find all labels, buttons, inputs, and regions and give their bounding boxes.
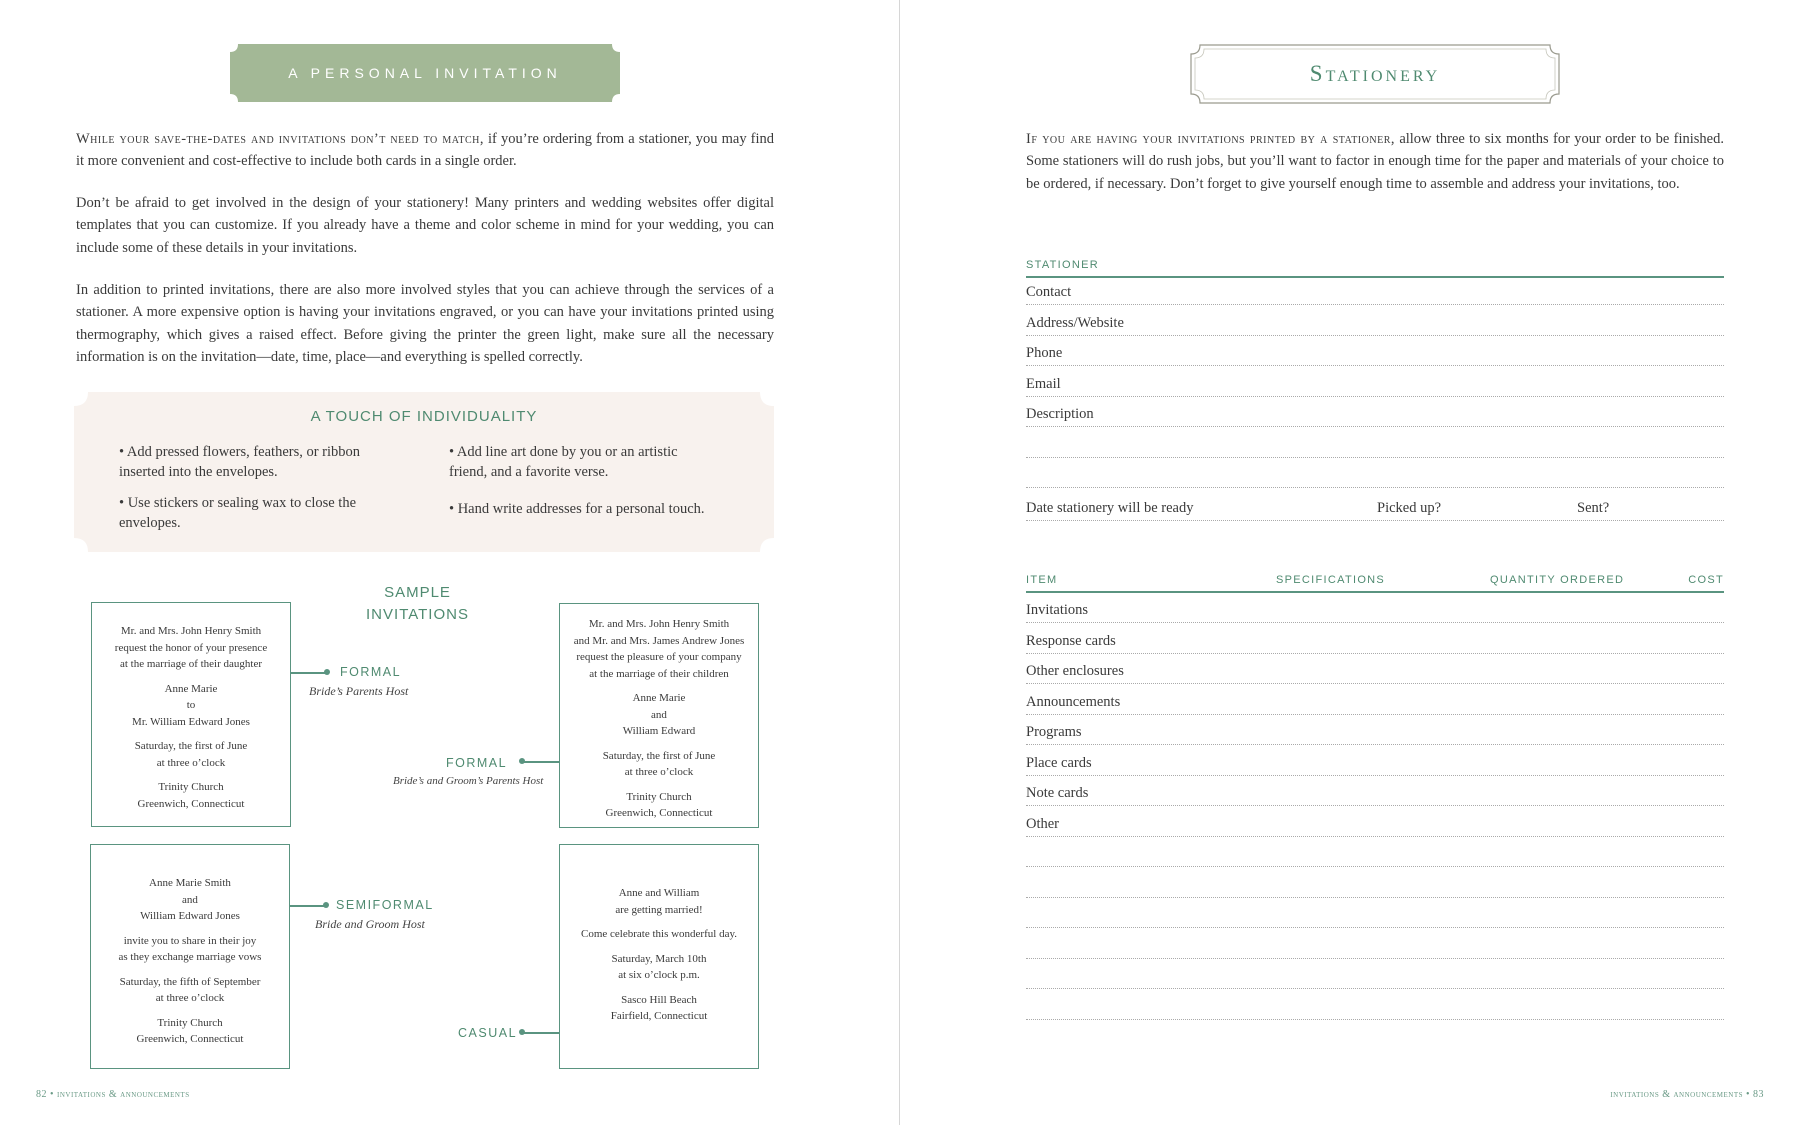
card-text-line: Anne Marie Smith xyxy=(149,877,231,889)
card-text-line: and xyxy=(651,708,667,721)
paragraph-save-the-dates xyxy=(76,128,774,173)
invitation-card-semiformal xyxy=(90,844,290,1069)
item-label: Response cards xyxy=(1026,632,1116,649)
card-text-line: invite you to share in their joy xyxy=(123,934,257,947)
field-label: Contact xyxy=(1026,284,1072,300)
item-row[interactable] xyxy=(1026,781,1724,806)
item-row[interactable] xyxy=(1026,873,1724,898)
date-ready-field[interactable] xyxy=(1026,496,1724,521)
page-footer xyxy=(36,1089,190,1100)
item-row[interactable] xyxy=(1026,842,1724,867)
tip-box-title: A TOUCH OF INDIVIDUALITY xyxy=(310,408,538,425)
tip-bullet: • Add line art done by you or an artistic friend, and a favorite verse. xyxy=(449,444,678,480)
card-text-block xyxy=(91,933,289,966)
card-text-line: Greenwich, Connecticut xyxy=(137,797,245,810)
card-text-block xyxy=(560,616,758,682)
title-line: SAMPLE xyxy=(384,584,451,601)
card-text-line: request the pleasure of your company xyxy=(576,651,742,663)
stationer-field-row[interactable] xyxy=(1026,402,1724,427)
item-row[interactable] xyxy=(1026,720,1724,745)
item-label: Other enclosures xyxy=(1026,663,1124,679)
card-text-line: are getting married! xyxy=(615,903,703,916)
item-row[interactable] xyxy=(1026,812,1724,837)
card-text-line: Trinity Church xyxy=(626,790,692,803)
column-header-cost: COST xyxy=(1688,574,1724,586)
label-semiformal: SEMIFORMAL xyxy=(336,898,434,912)
card-text-line: at three o’clock xyxy=(155,992,225,1004)
card-text-block xyxy=(92,738,290,771)
card-text-block xyxy=(560,951,758,984)
card-text-line: William Edward xyxy=(622,725,696,737)
picked-up-label: Picked up? xyxy=(1377,500,1442,516)
card-text-line: at the marriage of their daughter xyxy=(119,658,263,670)
card-text-line: Mr. and Mrs. John Henry Smith xyxy=(588,618,730,630)
card-text-line: as they exchange marriage vows xyxy=(118,951,262,963)
label-formal-host: Bride’s and Groom’s Parents Host xyxy=(393,775,544,787)
stationer-field-row[interactable] xyxy=(1026,280,1724,305)
item-row[interactable] xyxy=(1026,903,1724,928)
tip-box xyxy=(74,392,774,552)
card-text-line: at three o’clock xyxy=(156,756,226,769)
card-text-block xyxy=(560,885,758,918)
label-formal-host: Bride’s Parents Host xyxy=(309,684,409,698)
field-label: Phone xyxy=(1026,345,1063,361)
lead-in: While your save-the-dates and invitations don’t need to match, xyxy=(76,131,484,147)
sample-invitations-title xyxy=(340,582,495,626)
item-label: Other xyxy=(1026,815,1060,832)
tip-bullet: • Add pressed flowers, feathers, or ribbon inserted into the envelopes. xyxy=(119,444,361,480)
paragraph-design: Don’t be afraid to get involved in the design of your stationery! Many printers and wedding websites offer digital templates that you can customize. If you already have a theme and color scheme in mind for your wedding, you can include some of these details in your invitations. xyxy=(76,195,774,256)
item-row[interactable] xyxy=(1026,690,1724,715)
footer-text: 82 • invitations & announcements xyxy=(36,1089,190,1100)
field-label: Date stationery will be ready xyxy=(1026,500,1194,516)
stationer-field-row[interactable] xyxy=(1026,372,1724,397)
sent-label: Sent? xyxy=(1577,500,1610,516)
stationer-section-header xyxy=(1026,258,1724,278)
item-label: Note cards xyxy=(1026,785,1089,801)
item-row[interactable] xyxy=(1026,751,1724,776)
card-text-block xyxy=(92,623,290,673)
card-text-block xyxy=(560,926,758,943)
items-table-header xyxy=(1026,573,1724,593)
invitation-card-formal-bride-parents xyxy=(91,602,291,827)
card-text-line: Anne Marie xyxy=(164,682,218,695)
card-text-block xyxy=(560,992,758,1025)
card-text-block xyxy=(92,779,290,812)
card-text-line: Mr. William Edward Jones xyxy=(132,715,250,728)
item-row[interactable] xyxy=(1026,659,1724,684)
field-label: Email xyxy=(1026,375,1061,392)
card-text-line: Fairfield, Connecticut xyxy=(610,1010,708,1022)
field-label: Address/Website xyxy=(1026,314,1124,331)
card-text-line: Saturday, March 10th xyxy=(611,952,707,965)
card-text-line: Anne and William xyxy=(618,887,700,899)
label-formal: FORMAL xyxy=(340,665,402,679)
item-row[interactable] xyxy=(1026,629,1724,654)
card-text-block xyxy=(92,681,290,731)
card-text-line: Sasco Hill Beach xyxy=(621,993,697,1006)
card-text-line: Trinity Church xyxy=(157,1016,223,1029)
label-formal: FORMAL xyxy=(446,756,508,770)
connector-line xyxy=(522,1032,559,1034)
card-text-line: Saturday, the first of June xyxy=(134,740,248,752)
tip-bullet: • Hand write addresses for a personal touch. xyxy=(449,501,705,517)
invitation-card-casual xyxy=(559,844,759,1069)
card-text-line: William Edward Jones xyxy=(140,910,240,922)
connector-line xyxy=(290,905,326,907)
section-banner xyxy=(1190,44,1560,104)
tip-bullet: • Use stickers or sealing wax to close the envelopes. xyxy=(119,495,357,531)
stationer-field-row[interactable] xyxy=(1026,341,1724,366)
banner-title: Stationery xyxy=(1309,61,1441,86)
title-line: INVITATIONS xyxy=(366,606,469,623)
connector-line xyxy=(291,672,327,674)
page-footer xyxy=(1610,1089,1764,1100)
paragraph-printing: In addition to printed invitations, there are also more involved styles that you can achieve through the services of a stationer. A more expensive option is having your invitations engraved, or you can have your invitations printed using thermography, which gives a raised effect. Before giving the printer the green light, make sure all the necessary information is on the invitation—date, time, place—and everything is spelled correctly. xyxy=(76,282,774,365)
card-text-line: at six o’clock p.m. xyxy=(618,969,700,981)
label-casual: CASUAL xyxy=(458,1026,518,1040)
paragraph-text: if you’re ordering from a stationer, you may find it more convenient and cost-effective to include both cards in a single order. xyxy=(76,131,774,170)
card-text-line: and Mr. and Mrs. James Andrew Jones xyxy=(573,634,745,647)
paragraph-stationer-intro xyxy=(1026,128,1724,195)
card-text-line: Come celebrate this wonderful day. xyxy=(581,928,737,940)
connector-line xyxy=(522,761,559,763)
column-header-item: ITEM xyxy=(1026,574,1058,586)
card-text-line: Greenwich, Connecticut xyxy=(605,807,713,819)
card-text-line: to xyxy=(186,699,196,711)
field-label: Description xyxy=(1026,406,1094,422)
card-text-line: Greenwich, Connecticut xyxy=(136,1033,244,1045)
header-label: STATIONER xyxy=(1026,259,1100,271)
right-page xyxy=(900,0,1800,1125)
item-label: Invitations xyxy=(1026,602,1089,618)
card-text-block xyxy=(91,974,289,1007)
card-text-line: request the honor of your presence xyxy=(114,641,268,654)
invitation-card-formal-both-parents xyxy=(559,603,759,828)
column-header-quantity: QUANTITY ORDERED xyxy=(1490,574,1625,586)
label-semiformal-host: Bride and Groom Host xyxy=(315,917,425,931)
card-text-line: Saturday, the fifth of September xyxy=(119,975,261,988)
paragraph-text: allow three to six months for your order to be finished. Some stationers will do rush jobs, but you’ll want to factor in enough time for the paper and materials of your choice to be ordered, if necessary. Don’t forget to give yourself enough time to assemble and address your invitations, too. xyxy=(1026,131,1724,192)
card-text-line: at the marriage of their children xyxy=(589,667,729,680)
connector-dot xyxy=(323,902,329,908)
card-text-block xyxy=(560,748,758,781)
card-text-line: and xyxy=(182,893,198,906)
item-row[interactable] xyxy=(1026,598,1724,623)
item-label: Place cards xyxy=(1026,754,1092,771)
item-label: Announcements xyxy=(1026,693,1121,710)
item-row[interactable] xyxy=(1026,964,1724,989)
connector-dot xyxy=(324,669,330,675)
card-text-block xyxy=(91,875,289,925)
card-text-line: Trinity Church xyxy=(158,781,224,793)
stationer-field-row[interactable] xyxy=(1026,433,1724,458)
card-text-block xyxy=(560,690,758,740)
item-label: Programs xyxy=(1026,724,1082,740)
card-text-line: at three o’clock xyxy=(624,766,694,778)
card-text-line: Mr. and Mrs. John Henry Smith xyxy=(120,625,262,637)
card-text-line: Saturday, the first of June xyxy=(602,749,716,762)
left-page xyxy=(0,0,899,1125)
card-text-block xyxy=(560,789,758,822)
stationer-field-row[interactable] xyxy=(1026,463,1724,488)
lead-in: If you are having your invitations printed by a stationer, xyxy=(1026,131,1395,147)
item-row[interactable] xyxy=(1026,934,1724,959)
section-banner xyxy=(230,44,620,102)
card-text-block xyxy=(91,1015,289,1048)
stationer-field-row[interactable] xyxy=(1026,311,1724,336)
column-header-specifications: SPECIFICATIONS xyxy=(1276,574,1386,586)
footer-text: invitations & announcements • 83 xyxy=(1610,1089,1764,1100)
item-row[interactable] xyxy=(1026,995,1724,1020)
banner-title: A PERSONAL INVITATION xyxy=(288,65,562,81)
card-text-line: Anne Marie xyxy=(632,692,686,704)
